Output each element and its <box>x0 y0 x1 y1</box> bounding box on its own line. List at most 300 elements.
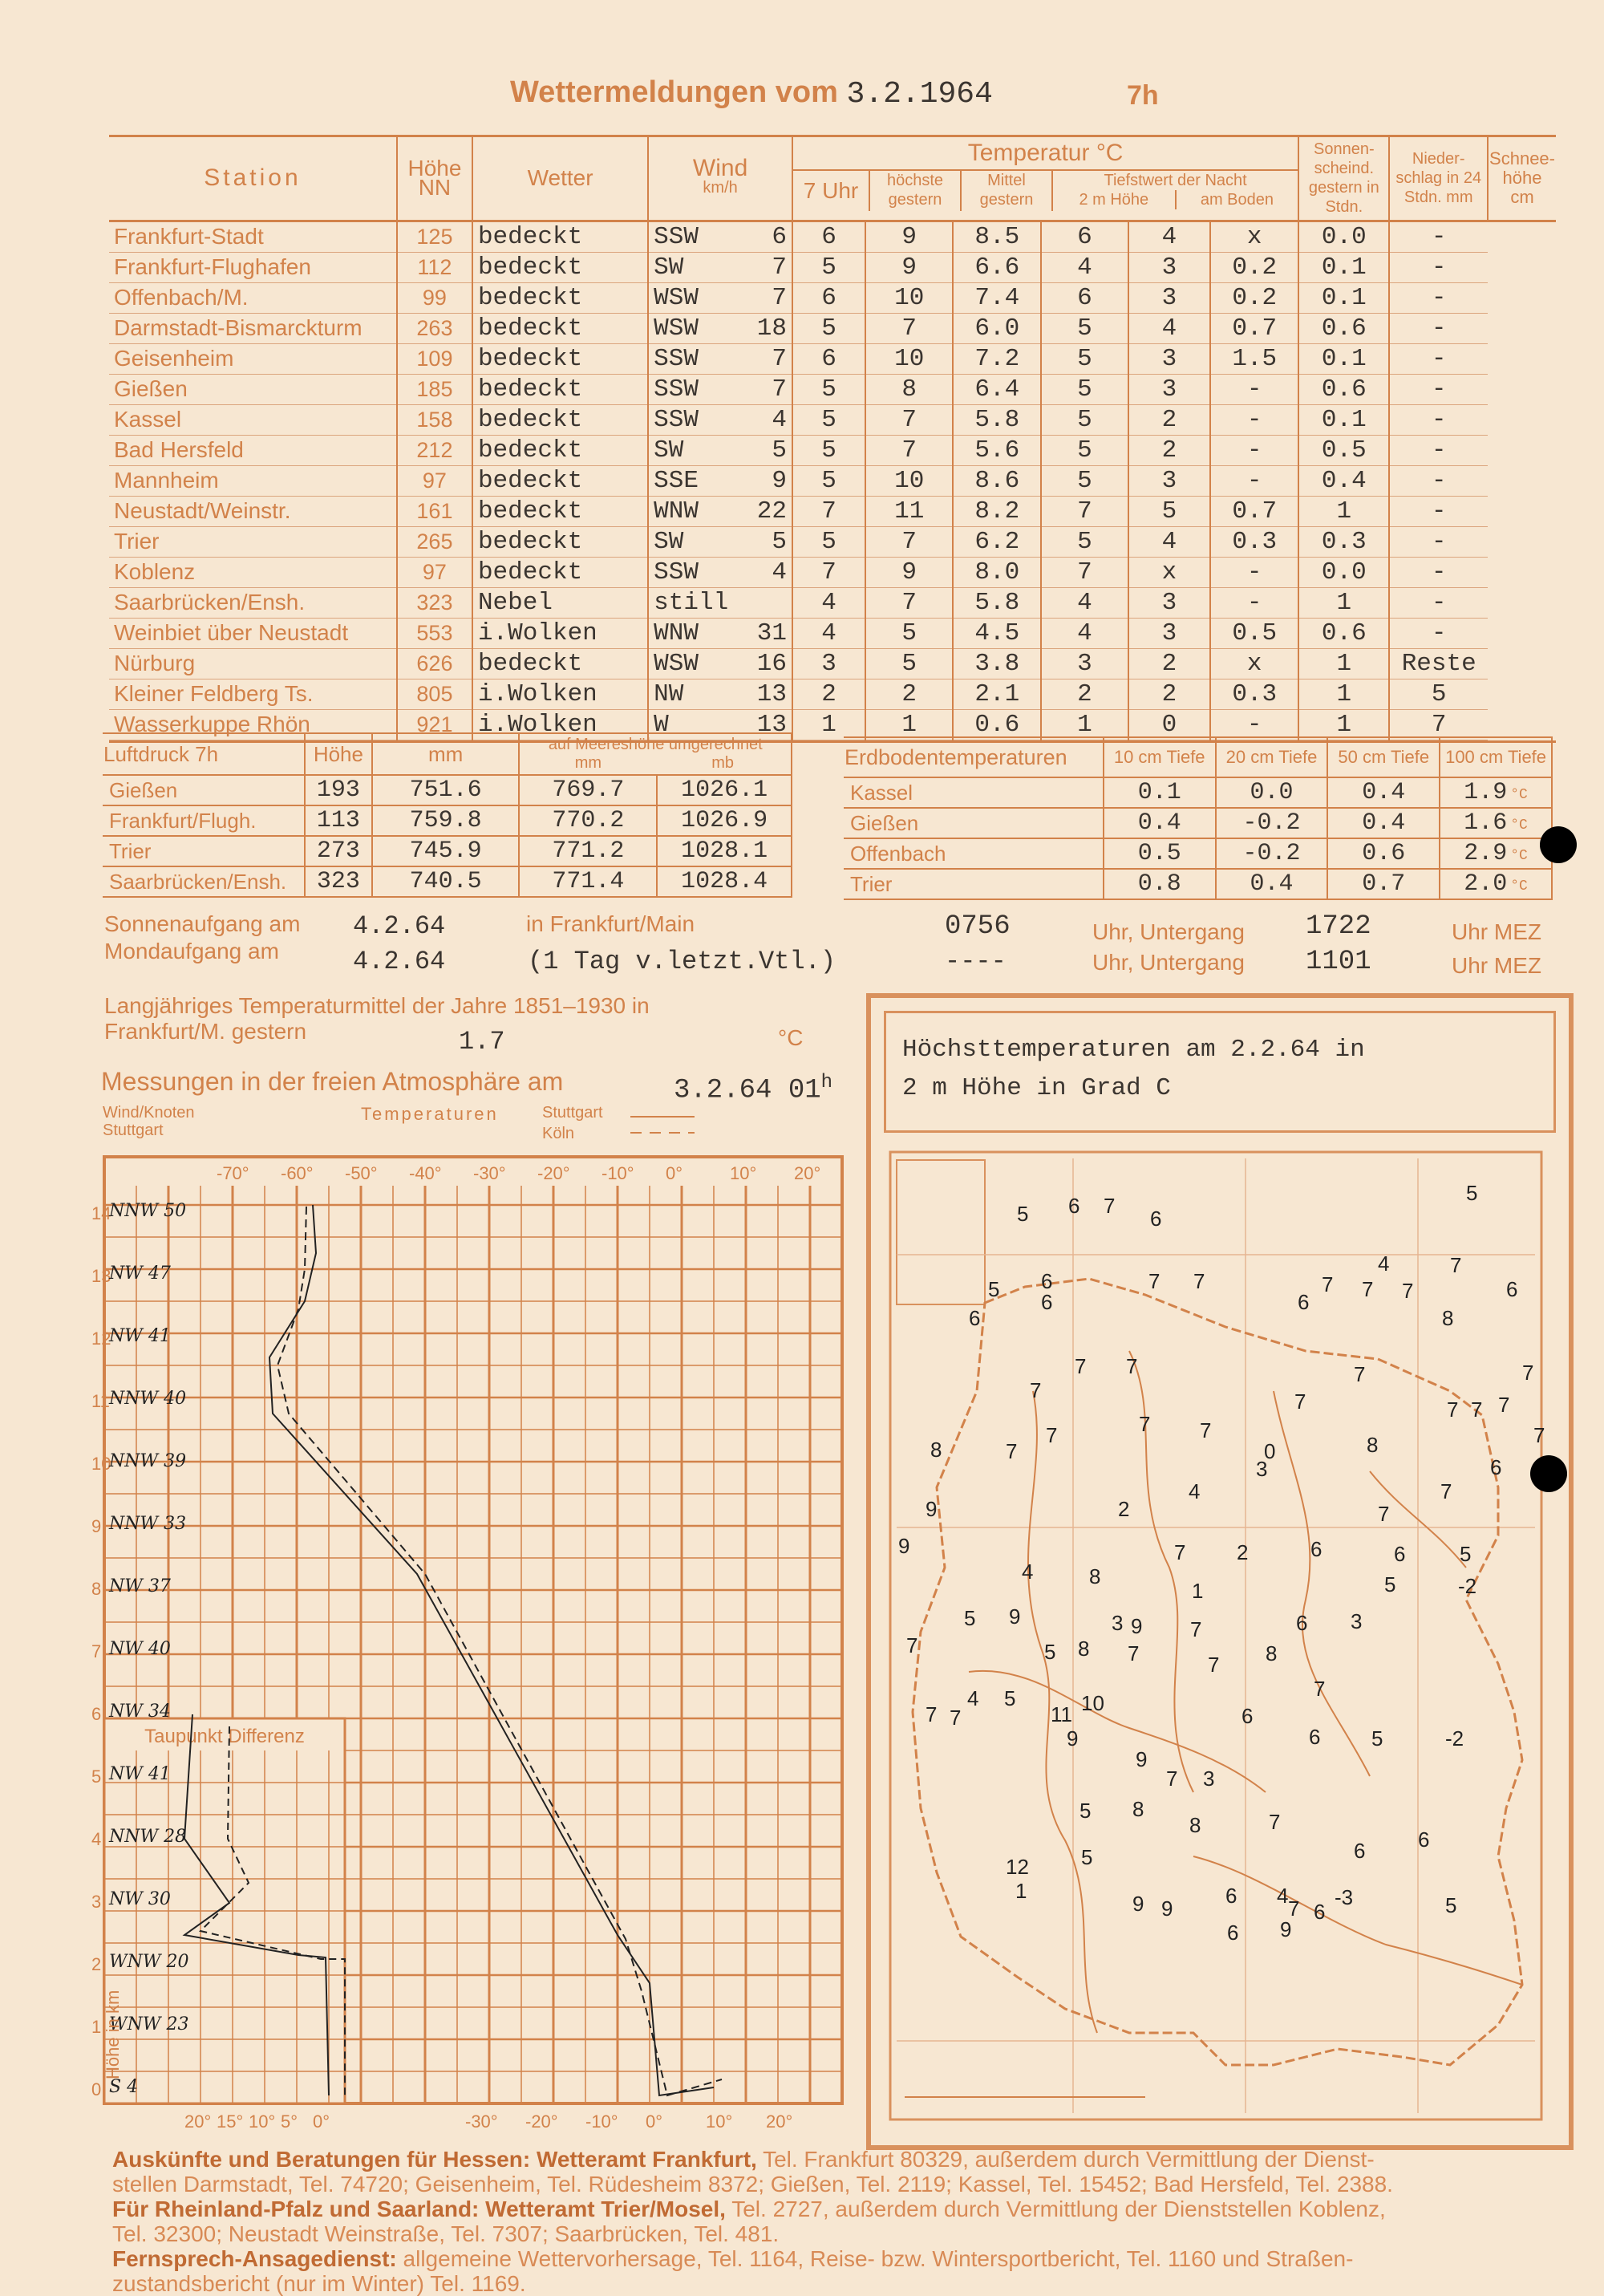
col-nieder: Nieder-schlag in 24 Stdn. mm <box>1389 137 1488 221</box>
station-mittel: 4.5 <box>953 618 1041 648</box>
map-temp-value: 4 <box>1378 1251 1390 1276</box>
mond-auf: ---- <box>945 947 1007 976</box>
map-temp-value: 4 <box>967 1686 979 1710</box>
mond-note: (1 Tag v.letzt.Vtl.) <box>528 947 836 976</box>
station-row <box>109 557 1556 587</box>
station-schnee: - <box>1389 343 1488 374</box>
pressure-mm-meer: 771.4 <box>519 866 657 897</box>
map-temp-value: 7 <box>1075 1354 1087 1378</box>
wind-speed: 7 <box>772 375 787 404</box>
station-schnee: 5 <box>1389 679 1488 709</box>
punch-hole-upper <box>1540 826 1577 863</box>
col-d50: 50 cm Tiefe <box>1327 737 1440 777</box>
station-max: 9 <box>865 557 953 587</box>
x-bottom-tick: -20° <box>525 2111 558 2132</box>
station-minboden: 4 <box>1128 221 1211 252</box>
station-minboden: 2 <box>1128 404 1211 435</box>
station-mittel: 5.6 <box>953 435 1041 465</box>
station-t7: 5 <box>792 374 865 404</box>
map-temp-value: 6 <box>1068 1194 1080 1218</box>
y-tick-label: 6 <box>91 1704 102 1724</box>
pressure-mb: 1026.1 <box>657 775 792 805</box>
wind-label: NW 37 <box>109 1576 171 1596</box>
map-temp-value: 10 <box>1081 1691 1104 1715</box>
atmos-date <box>674 1072 832 1105</box>
station-t7: 7 <box>792 557 865 587</box>
station-schnee: - <box>1389 526 1488 557</box>
soil-row <box>844 838 1552 869</box>
station-row <box>109 618 1556 648</box>
station-min2m: 7 <box>1041 496 1128 526</box>
legend-stuttgart: Stuttgart <box>542 1104 603 1122</box>
page-title <box>510 75 993 112</box>
station-min2m: 6 <box>1041 221 1128 252</box>
sonne-auf: 0756 <box>945 911 1011 942</box>
station-hoehe: 161 <box>397 496 472 526</box>
station-row <box>109 374 1556 404</box>
x-bottom-tick: 0° <box>646 2111 663 2132</box>
pressure-mm-meer: 769.7 <box>519 775 657 805</box>
map-temp-value: 2 <box>1118 1497 1130 1521</box>
map-temp-value: 6 <box>1418 1827 1430 1852</box>
uhr-untergang-2: Uhr, Untergang <box>1092 950 1245 975</box>
map-temp-value: 0 <box>1264 1439 1276 1463</box>
langjaehriges-mittel <box>104 993 842 1057</box>
y-tick-label: 1 <box>91 2017 102 2037</box>
legend-temperaturen: Temperaturen <box>361 1104 499 1124</box>
station-sonne: 0.5 <box>1210 618 1298 648</box>
station-mittel: 6.0 <box>953 313 1041 343</box>
station-name: Nürburg <box>109 648 397 679</box>
station-wind <box>648 282 792 313</box>
station-max: 9 <box>865 221 953 252</box>
pressure-row <box>103 805 792 836</box>
station-name: Gießen <box>109 374 397 404</box>
erdboden-title: Erdbodentemperaturen <box>844 737 1104 777</box>
station-max: 10 <box>865 282 953 313</box>
station-sonne: 0.7 <box>1210 313 1298 343</box>
col-d10: 10 cm Tiefe <box>1104 737 1216 777</box>
soil-d100-value: 2.9 <box>1464 840 1508 867</box>
station-t7: 1 <box>792 709 865 740</box>
map-temp-value: 3 <box>1256 1457 1268 1481</box>
station-name: Geisenheim <box>109 343 397 374</box>
map-temp-value: 7 <box>1498 1393 1510 1417</box>
station-minboden: 4 <box>1128 313 1211 343</box>
col-d100: 100 cm Tiefe <box>1440 737 1552 777</box>
station-nieder: 0.5 <box>1298 435 1389 465</box>
map-temp-value: 8 <box>1367 1433 1379 1457</box>
station-nieder: 1 <box>1298 496 1389 526</box>
sonne-label: Sonnenaufgang am <box>104 911 301 936</box>
station-t7: 4 <box>792 618 865 648</box>
map-temp-value: 7 <box>1314 1677 1326 1701</box>
station-name: Kassel <box>109 404 397 435</box>
footer-hessen-label: Auskünfte und Beratungen für Hessen: Wetteramt Frankfurt, <box>112 2147 757 2172</box>
station-nieder: 0.1 <box>1298 404 1389 435</box>
station-mittel: 8.2 <box>953 496 1041 526</box>
map-temp-value: 7 <box>1006 1439 1018 1463</box>
uhr-untergang-1: Uhr, Untergang <box>1092 919 1245 944</box>
map-temp-value: 6 <box>1298 1290 1310 1314</box>
y-tick-label: 5 <box>91 1767 102 1787</box>
col-p-meer-label: auf Meereshöhe umgerechnet <box>548 736 763 753</box>
map-temp-value: 7 <box>1148 1269 1160 1293</box>
wind-label: NNW 28 <box>109 1827 187 1847</box>
station-max: 2 <box>865 679 953 709</box>
station-sonne: - <box>1210 435 1298 465</box>
map-temp-value: 9 <box>1280 1917 1292 1941</box>
map-temp-value: 7 <box>1166 1767 1178 1791</box>
station-wetter: bedeckt <box>472 313 648 343</box>
station-minboden: 3 <box>1128 343 1211 374</box>
map-temp-value: 9 <box>1136 1747 1148 1771</box>
map-temp-value: 8 <box>1078 1637 1090 1661</box>
station-hoehe: 112 <box>397 252 472 282</box>
map-temp-value: 7 <box>1533 1423 1545 1447</box>
map-values <box>898 1181 1545 1945</box>
station-min2m: 4 <box>1041 587 1128 618</box>
wind-label: NNW 33 <box>109 1514 187 1534</box>
mond-unter: 1101 <box>1306 947 1371 977</box>
x-bottom-tick: -10° <box>585 2111 618 2132</box>
wind-direction: SW <box>654 436 684 464</box>
map-temp-value: -2 <box>1445 1726 1464 1750</box>
station-min2m: 5 <box>1041 465 1128 496</box>
map-temp-value: 5 <box>1445 1893 1457 1917</box>
station-wind <box>648 435 792 465</box>
station-row <box>109 496 1556 526</box>
station-sonne: - <box>1210 709 1298 740</box>
sonne-ort: in Frankfurt/Main <box>526 911 695 936</box>
wind-direction: SW <box>654 253 684 282</box>
map-temp-value: 7 <box>1402 1279 1414 1303</box>
col-d20: 20 cm Tiefe <box>1216 737 1328 777</box>
station-sonne: 0.7 <box>1210 496 1298 526</box>
station-nieder: 0.0 <box>1298 221 1389 252</box>
station-name: Frankfurt-Flughafen <box>109 252 397 282</box>
map-temp-value: 7 <box>1193 1269 1205 1293</box>
station-wind <box>648 496 792 526</box>
soil-unit: °C <box>1510 787 1528 803</box>
station-minboden: 4 <box>1128 526 1211 557</box>
map-temp-value: 3 <box>1203 1767 1215 1791</box>
wind-speed: 5 <box>772 436 787 464</box>
wind-direction: SW <box>654 527 684 556</box>
wind-label: WNW 23 <box>109 2014 189 2034</box>
station-sonne: 0.2 <box>1210 252 1298 282</box>
station-row <box>109 465 1556 496</box>
soil-table <box>844 736 1553 900</box>
map-temp-value: 7 <box>1208 1653 1220 1677</box>
soil-d20: -0.2 <box>1216 838 1328 869</box>
x-bottom-left-tick: 15° <box>217 2111 244 2132</box>
y-tick-label: 14 <box>91 1203 111 1223</box>
wind-direction: NW <box>654 679 684 708</box>
map-temp-value: 7 <box>1126 1354 1138 1378</box>
station-wetter: bedeckt <box>472 252 648 282</box>
x-bottom-tick: 20° <box>766 2111 793 2132</box>
station-max: 11 <box>865 496 953 526</box>
station-min2m: 3 <box>1041 648 1128 679</box>
station-row <box>109 313 1556 343</box>
map-temp-value: 6 <box>1150 1207 1162 1231</box>
wind-label: NW 41 <box>109 1764 171 1784</box>
soil-row <box>844 869 1552 899</box>
station-row <box>109 404 1556 435</box>
station-t7: 6 <box>792 221 865 252</box>
x-bottom-tick: 10° <box>706 2111 733 2132</box>
pressure-hoehe: 273 <box>305 836 372 866</box>
wind-direction: SSW <box>654 558 699 586</box>
station-schnee: - <box>1389 587 1488 618</box>
station-row <box>109 435 1556 465</box>
stations-table <box>109 135 1556 743</box>
pressure-station: Frankfurt/Flugh. <box>103 805 305 836</box>
map-temp-value: 6 <box>969 1306 981 1330</box>
station-hoehe: 553 <box>397 618 472 648</box>
station-name: Wasserkuppe Rhön <box>109 709 397 740</box>
soil-d50: 0.4 <box>1327 777 1440 808</box>
station-max: 10 <box>865 343 953 374</box>
pressure-hoehe: 113 <box>305 805 372 836</box>
map-temp-value: 9 <box>1132 1892 1144 1916</box>
mond-label: Mondaufgang am <box>104 939 279 963</box>
soil-d100-value: 1.6 <box>1464 809 1508 837</box>
wind-direction: SSE <box>654 466 699 495</box>
station-t7: 6 <box>792 282 865 313</box>
pressure-mm-meer: 770.2 <box>519 805 657 836</box>
map-temp-value: 7 <box>1440 1479 1452 1503</box>
station-wind <box>648 557 792 587</box>
station-mittel: 7.2 <box>953 343 1041 374</box>
station-min2m: 4 <box>1041 252 1128 282</box>
station-wetter: bedeckt <box>472 282 648 313</box>
wind-label: NNW 50 <box>109 1201 187 1221</box>
x-top-tick: -30° <box>473 1163 506 1183</box>
map-temp-value: 5 <box>1081 1845 1093 1869</box>
wind-speed: 16 <box>756 649 787 678</box>
report-hour: 7h <box>1127 80 1159 111</box>
mittel-value: 1.7 <box>459 1027 505 1057</box>
wind-speed: 7 <box>772 344 787 373</box>
map-temp-value: 8 <box>1442 1306 1454 1330</box>
station-mittel: 5.8 <box>953 404 1041 435</box>
map-temp-value: 9 <box>898 1534 910 1558</box>
station-schnee: - <box>1389 404 1488 435</box>
legend-stuttgart-wind: Stuttgart <box>103 1122 164 1139</box>
soil-d100 <box>1440 869 1552 899</box>
map-temp-value: 6 <box>1041 1269 1053 1293</box>
station-hoehe: 265 <box>397 526 472 557</box>
station-schnee: - <box>1389 465 1488 496</box>
col-wind-label: Wind <box>692 155 748 182</box>
map-temp-value: 8 <box>1266 1641 1278 1665</box>
station-row <box>109 526 1556 557</box>
station-min2m: 7 <box>1041 557 1128 587</box>
station-minboden: 3 <box>1128 587 1211 618</box>
station-hoehe: 158 <box>397 404 472 435</box>
soil-station: Gießen <box>844 808 1104 838</box>
station-minboden: 3 <box>1128 282 1211 313</box>
legend-koeln: Köln <box>542 1125 575 1142</box>
footer-line-6: zustandsbericht (nur im Winter) Tel. 1169. <box>112 2271 526 2296</box>
y-tick-label: 11 <box>91 1391 110 1411</box>
pressure-row <box>103 866 792 897</box>
map-temp-value: 7 <box>1522 1361 1534 1385</box>
x-top-tick: -40° <box>409 1163 442 1183</box>
station-wetter: bedeckt <box>472 526 648 557</box>
pressure-mb: 1028.4 <box>657 866 792 897</box>
station-minboden: 5 <box>1128 496 1211 526</box>
wind-label: S 4 <box>109 2077 139 2097</box>
y-tick-label: 7 <box>91 1641 102 1661</box>
map-temp-value: 7 <box>1294 1389 1306 1414</box>
station-name: Mannheim <box>109 465 397 496</box>
soil-unit: °C <box>1510 817 1528 834</box>
soil-d20: 0.0 <box>1216 777 1328 808</box>
station-wetter: bedeckt <box>472 465 648 496</box>
station-nieder: 0.1 <box>1298 282 1389 313</box>
station-wetter: bedeckt <box>472 648 648 679</box>
map-temp-value: 6 <box>1354 1839 1366 1863</box>
map-temp-value: 1 <box>1015 1879 1027 1903</box>
station-mittel: 0.6 <box>953 709 1041 740</box>
station-wind <box>648 313 792 343</box>
wind-label: NW 47 <box>109 1264 171 1284</box>
pressure-mm: 740.5 <box>372 866 520 897</box>
col-tiefst-boden: am Boden <box>1175 190 1298 209</box>
station-wetter: bedeckt <box>472 557 648 587</box>
station-wetter: i.Wolken <box>472 618 648 648</box>
pressure-mb: 1026.9 <box>657 805 792 836</box>
station-row <box>109 587 1556 618</box>
col-p-meer-mm: mm <box>574 754 602 772</box>
station-wind <box>648 465 792 496</box>
map-temp-value: 6 <box>1241 1704 1254 1728</box>
station-wetter: bedeckt <box>472 435 648 465</box>
map-temp-value: 7 <box>1288 1896 1300 1921</box>
map-temp-value: 5 <box>1079 1799 1092 1823</box>
map-temp-value: 5 <box>988 1277 1000 1301</box>
map-temp-value: 6 <box>1225 1884 1237 1908</box>
map-temp-value: 11 <box>1051 1702 1072 1726</box>
footer-rlp-label: Für Rheinland-Pfalz und Saarland: Wetteramt Trier/Mosel, <box>112 2197 726 2221</box>
map-temp-value: 6 <box>1041 1290 1053 1314</box>
station-wetter: i.Wolken <box>472 679 648 709</box>
map-temp-value: 7 <box>1174 1540 1186 1564</box>
station-nieder: 1 <box>1298 709 1389 740</box>
map-temp-value: 7 <box>1128 1641 1140 1665</box>
station-minboden: 2 <box>1128 679 1211 709</box>
station-mittel: 6.2 <box>953 526 1041 557</box>
station-hoehe: 323 <box>397 587 472 618</box>
y-tick-label: 9 <box>91 1516 102 1536</box>
station-sonne: x <box>1210 648 1298 679</box>
col-t7: 7 Uhr <box>803 178 859 203</box>
station-name: Koblenz <box>109 557 397 587</box>
station-mittel: 6.6 <box>953 252 1041 282</box>
map-temp-value: 6 <box>1310 1537 1322 1561</box>
y-tick-label: 2 <box>91 1954 102 1974</box>
station-sonne: - <box>1210 465 1298 496</box>
soil-d10: 0.8 <box>1104 869 1216 899</box>
map-temp-value: 4 <box>1189 1479 1201 1503</box>
col-wetter: Wetter <box>472 137 648 221</box>
atmos-header <box>101 1061 863 1149</box>
y-tick-label: 13 <box>91 1266 111 1286</box>
station-sonne: 0.3 <box>1210 679 1298 709</box>
pressure-row <box>103 775 792 805</box>
station-max: 7 <box>865 587 953 618</box>
footer-line-4: Tel. 32300; Neustadt Weinstraße, Tel. 7307; Saarbrücken, Tel. 481. <box>112 2221 780 2246</box>
station-wetter: bedeckt <box>472 343 648 374</box>
uhr-mez-1: Uhr MEZ <box>1452 919 1541 944</box>
station-name: Saarbrücken/Ensh. <box>109 587 397 618</box>
map-temp-value: 7 <box>1447 1397 1459 1422</box>
wind-speed: 4 <box>772 405 787 434</box>
map-temp-value: -3 <box>1335 1885 1354 1909</box>
map-temp-value: 5 <box>1371 1726 1383 1750</box>
map-temp-value: 5 <box>1466 1181 1478 1205</box>
soil-row <box>844 808 1552 838</box>
map-temp-value: 8 <box>1089 1564 1101 1588</box>
map-temp-value: 7 <box>950 1706 962 1730</box>
x-bottom-left-tick: 0° <box>313 2111 330 2132</box>
map-temp-value: 6 <box>1309 1725 1321 1749</box>
aerological-diagram <box>88 1149 842 2152</box>
station-row <box>109 252 1556 282</box>
station-wind <box>648 221 792 252</box>
station-wetter: Nebel <box>472 587 648 618</box>
station-name: Trier <box>109 526 397 557</box>
map-title-line-2: 2 m Höhe in Grad C <box>902 1074 1171 1102</box>
pressure-row <box>103 836 792 866</box>
pressure-mb: 1028.1 <box>657 836 792 866</box>
station-t7: 3 <box>792 648 865 679</box>
wind-direction: WSW <box>654 314 699 343</box>
map-temp-value: 9 <box>926 1497 938 1521</box>
soil-d10: 0.5 <box>1104 838 1216 869</box>
col-temperatur <box>792 137 1298 221</box>
y-tick-label: 0 <box>91 2079 102 2099</box>
map-temp-value: 7 <box>1471 1397 1483 1422</box>
station-schnee: - <box>1389 435 1488 465</box>
station-hoehe: 109 <box>397 343 472 374</box>
soil-d10: 0.1 <box>1104 777 1216 808</box>
map-temp-value: 5 <box>1460 1542 1472 1566</box>
footer <box>112 2147 1556 2296</box>
station-wind <box>648 343 792 374</box>
station-schnee: - <box>1389 221 1488 252</box>
pressure-mm: 759.8 <box>372 805 520 836</box>
station-wetter: bedeckt <box>472 374 648 404</box>
map-temp-value: 9 <box>1067 1726 1079 1750</box>
station-min2m: 1 <box>1041 709 1128 740</box>
wind-direction: SSW <box>654 375 699 404</box>
station-nieder: 0.6 <box>1298 313 1389 343</box>
station-minboden: 3 <box>1128 465 1211 496</box>
col-mittel: Mittel gestern <box>960 171 1051 211</box>
station-wind <box>648 526 792 557</box>
wind-speed: 6 <box>772 222 787 251</box>
map-temp-value: 7 <box>1104 1194 1116 1218</box>
map-temp-value: 4 <box>1022 1560 1034 1584</box>
col-p-meer-mb: mb <box>711 754 735 772</box>
station-wind <box>648 648 792 679</box>
station-max: 8 <box>865 374 953 404</box>
station-name: Neustadt/Weinstr. <box>109 496 397 526</box>
